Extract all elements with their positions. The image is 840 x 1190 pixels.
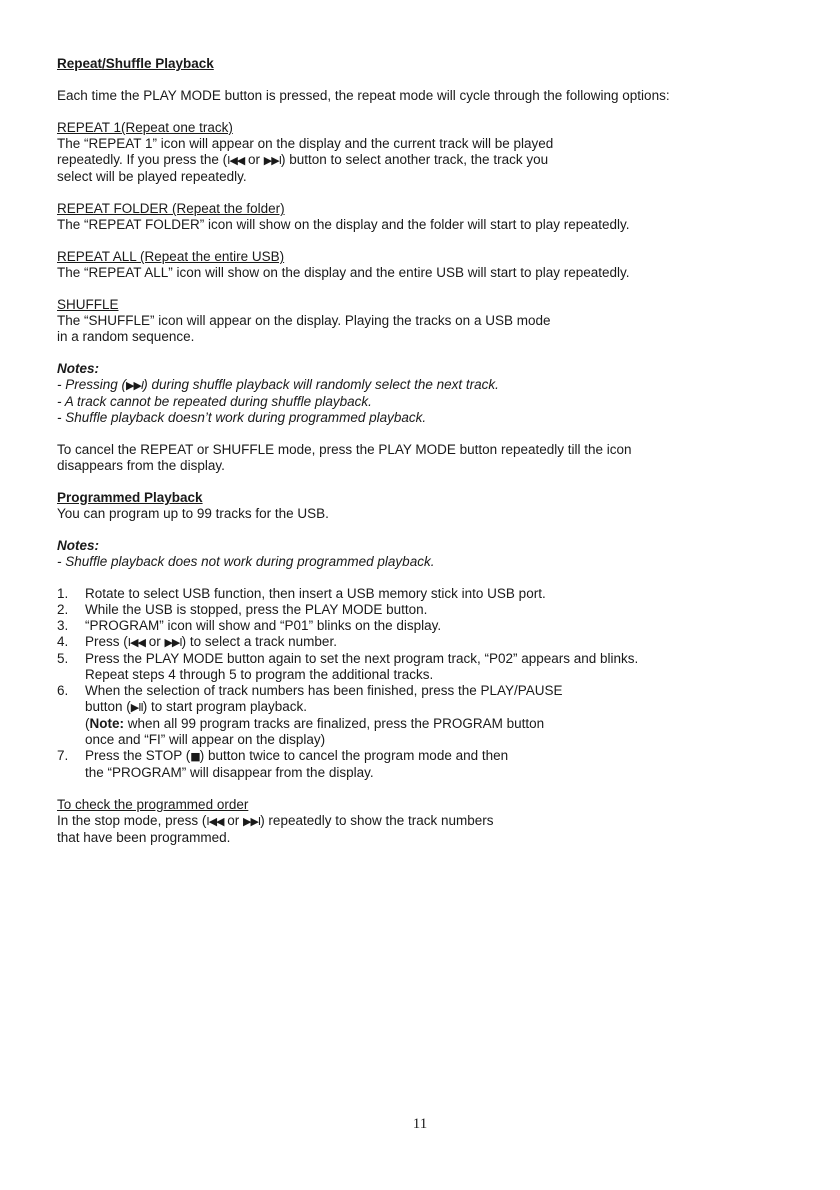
section-title-repeat-shuffle: Repeat/Shuffle Playback [57, 56, 214, 71]
manual-page [57, 56, 757, 846]
note-shuffle-not-programmed: - Shuffle playback does not work during programmed playback. [57, 554, 435, 569]
section-title-programmed: Programmed Playback [57, 490, 203, 505]
page-number: 11 [412, 1116, 428, 1132]
list-item: 2. While the USB is stopped, press the PLAY MODE button. [57, 602, 428, 617]
next-track-icon: ▶▶I [243, 815, 261, 828]
repeat-folder-title: REPEAT FOLDER (Repeat the folder) [57, 201, 285, 216]
repeat1-line2: repeatedly. If you press the (I◀◀ or ▶▶I) button to select another track, the track you [57, 152, 549, 167]
note-no-repeat: - A track cannot be repeated during shuffle playback. [57, 394, 372, 409]
repeat1-line3: select will be played repeatedly. [57, 169, 247, 184]
list-item: 1. Rotate to select USB function, then insert a USB memory stick into USB port. [57, 586, 546, 601]
next-track-icon: ▶▶I [164, 636, 182, 649]
shuffle-line1: The “SHUFFLE” icon will appear on the display. Playing the tracks on a USB mode [57, 313, 551, 328]
list-item: 7. Press the STOP (■) button twice to cancel the program mode and then the “PROGRAM” will disappear from the display. [57, 748, 509, 780]
cancel-line1: To cancel the REPEAT or SHUFFLE mode, press the PLAY MODE button repeatedly till the icon [57, 442, 632, 457]
cancel-line2: disappears from the display. [57, 458, 225, 473]
previous-track-icon: I◀◀ [227, 154, 245, 167]
next-track-icon: ▶▶I [126, 379, 144, 392]
next-track-icon: ▶▶I [263, 154, 281, 167]
list-item: 6. When the selection of track numbers has been finished, press the PLAY/PAUSE button (▶II) to start program playback. (Note: when all 99 program tracks are finalized, press the PROGRAM button once and “FI” will appear on the display) [57, 683, 563, 747]
repeat1-title: REPEAT 1(Repeat one track) [57, 120, 233, 135]
repeat-all-title: REPEAT ALL (Repeat the entire USB) [57, 249, 285, 264]
list-item: 4. Press (I◀◀ or ▶▶I) to select a track number. [57, 634, 337, 649]
notes-title-programmed: Notes: [57, 538, 100, 553]
list-item: 5. Press the PLAY MODE button again to set the next program track, “P02” appears and blinks. Repeat steps 4 through 5 to program the additional tracks. [57, 651, 639, 682]
intro-text: Each time the PLAY MODE button is pressed, the repeat mode will cycle through the following options: [57, 88, 670, 103]
check-order-line1: In the stop mode, press (I◀◀ or ▶▶I) repeatedly to show the track numbers [57, 813, 494, 828]
program-steps [57, 586, 757, 781]
repeat-folder-text: The “REPEAT FOLDER” icon will show on the display and the folder will start to play repeatedly. [57, 217, 630, 232]
previous-track-icon: I◀◀ [127, 636, 145, 649]
check-order-title: To check the programmed order [57, 797, 249, 812]
programmed-intro: You can program up to 99 tracks for the USB. [57, 506, 329, 521]
note-no-programmed: - Shuffle playback doesn’t work during programmed playback. [57, 410, 427, 425]
shuffle-title: SHUFFLE [57, 297, 119, 312]
list-item: 3. “PROGRAM” icon will show and “P01” blinks on the display. [57, 618, 442, 633]
notes-title-shuffle: Notes: [57, 361, 100, 376]
repeat1-line1: The “REPEAT 1” icon will appear on the display and the current track will be played [57, 136, 554, 151]
note-pressing-next: - Pressing (▶▶I) during shuffle playback will randomly select the next track. [57, 377, 499, 392]
play-pause-icon: ▶II [130, 701, 143, 714]
shuffle-line2: in a random sequence. [57, 329, 195, 344]
previous-track-icon: I◀◀ [206, 815, 224, 828]
stop-icon: ■ [190, 750, 200, 763]
repeat-all-text: The “REPEAT ALL” icon will show on the display and the entire USB will start to play repeatedly. [57, 265, 630, 280]
check-order-line2: that have been programmed. [57, 830, 231, 845]
